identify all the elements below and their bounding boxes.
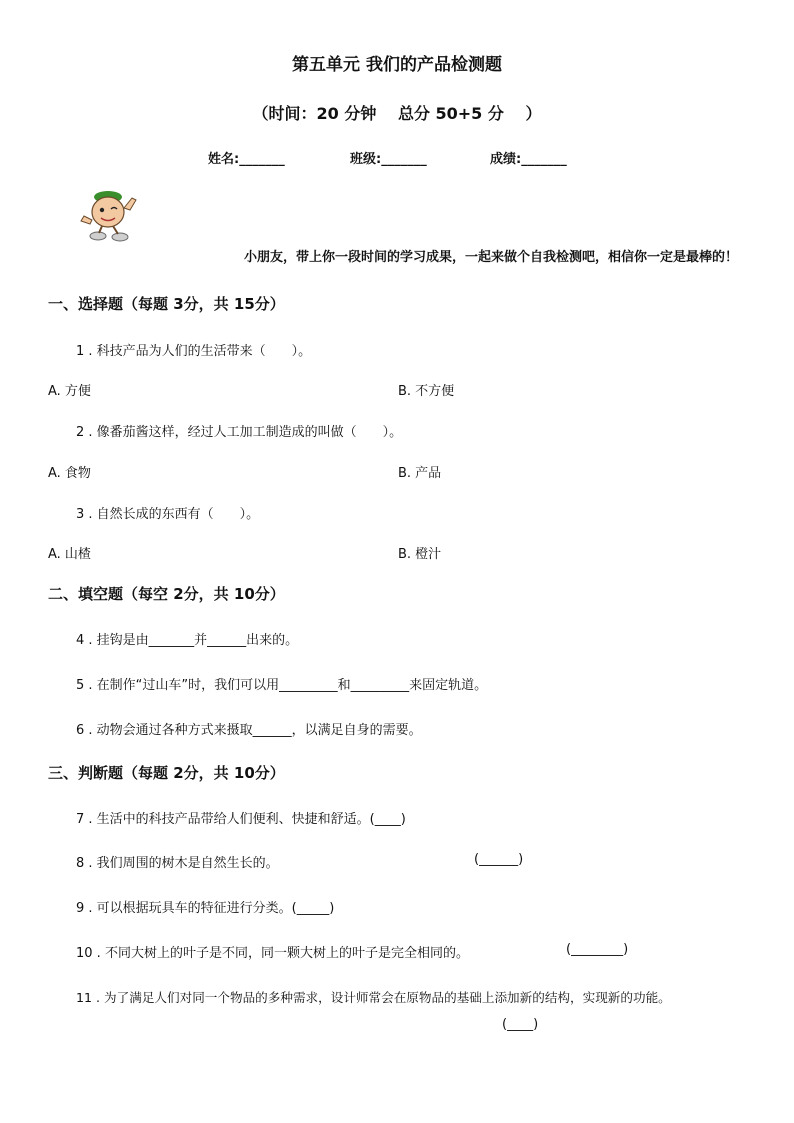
class-field[interactable]: 班级:_______: [350, 152, 427, 167]
option-2a[interactable]: A. 食物: [48, 466, 91, 481]
answer-blank-11[interactable]: (____): [502, 1017, 539, 1032]
option-1a[interactable]: A. 方便: [48, 384, 91, 399]
answer-blank-10[interactable]: (________): [566, 942, 629, 957]
question-8: 8 . 我们周围的树木是自然生长的。: [76, 856, 279, 871]
option-3b[interactable]: B. 橙汁: [398, 547, 442, 562]
question-1: 1 . 科技产品为人们的生活带来（ ）。: [76, 344, 312, 359]
exam-time-and-score: （时间：20 分钟 总分 50+5 分 ）: [252, 104, 542, 123]
question-4[interactable]: 4 . 挂钩是由_______并______出来的。: [76, 633, 299, 648]
cartoon-kid-thumbs-up-icon: [80, 186, 146, 244]
name-field[interactable]: 姓名:_______: [208, 152, 285, 167]
encouragement-text: 小朋友，带上你一段时间的学习成果，一起来做个自我检测吧，相信你一定是最棒的！: [243, 250, 738, 265]
question-6[interactable]: 6 . 动物会通过各种方式来摄取______，以满足自身的需要。: [76, 723, 422, 738]
option-1b[interactable]: B. 不方便: [398, 384, 455, 399]
question-9[interactable]: 9 . 可以根据玩具车的特征进行分类。(_____): [76, 901, 335, 916]
section-heading-judge: 三、判断题（每题 2分，共 10分）: [48, 764, 285, 782]
page-title: 第五单元 我们的产品检测题: [292, 55, 502, 75]
question-11: 11 . 为了满足人们对同一个物品的多种需求，设计师常会在原物品的基础上添加新的结构，实现新的功能。: [76, 990, 671, 1005]
option-3a[interactable]: A. 山楂: [48, 547, 91, 562]
score-field[interactable]: 成绩:_______: [490, 152, 567, 167]
option-2b[interactable]: B. 产品: [398, 466, 442, 481]
question-3: 3 . 自然长成的东西有（ ）。: [76, 507, 260, 522]
section-heading-fill: 二、填空题（每空 2分，共 10分）: [48, 585, 285, 603]
question-5[interactable]: 5 . 在制作“过山车”时，我们可以用_________和_________来固定轨道。: [76, 678, 488, 693]
question-7[interactable]: 7 . 生活中的科技产品带给人们便利、快捷和舒适。(____): [76, 812, 406, 827]
answer-blank-8[interactable]: (______): [474, 852, 524, 867]
section-heading-choice: 一、选择题（每题 3分，共 15分）: [48, 295, 285, 313]
question-10: 10 . 不同大树上的叶子是不同，同一颗大树上的叶子是完全相同的。: [76, 946, 469, 961]
question-2: 2 . 像番茄酱这样，经过人工加工制造成的叫做（ ）。: [76, 425, 403, 440]
